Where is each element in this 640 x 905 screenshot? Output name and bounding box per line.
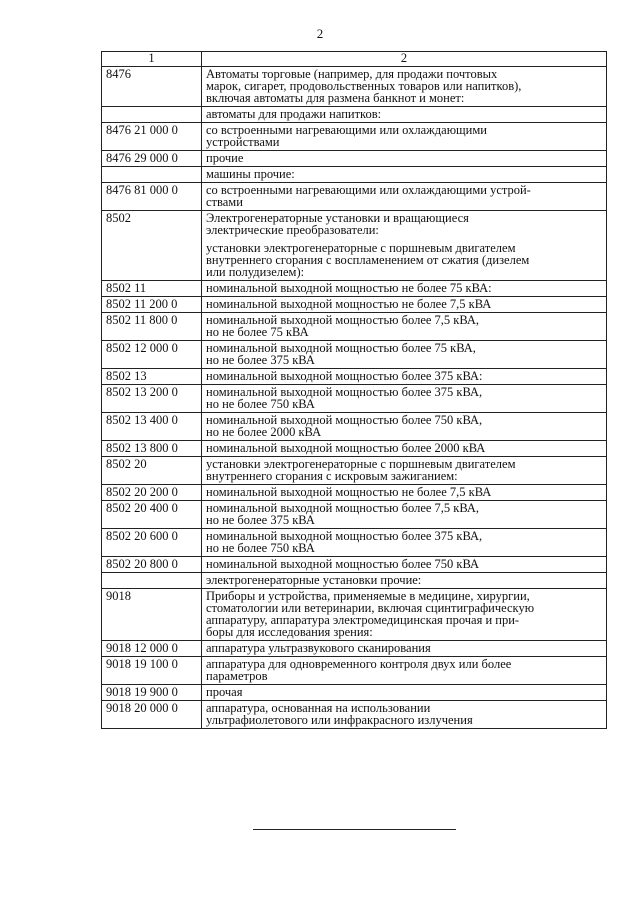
description-line: со встроенными нагревающими или охлаждающими устрой- bbox=[206, 183, 531, 197]
code-cell: 8502 bbox=[102, 211, 202, 281]
description-line: ультрафиолетового или инфракрасного излучения bbox=[206, 713, 473, 727]
description-cell bbox=[202, 501, 607, 529]
description-cell bbox=[202, 641, 607, 657]
description-line: боры для исследования зрения: bbox=[206, 625, 373, 639]
description-cell bbox=[202, 107, 607, 123]
description-cell bbox=[202, 441, 607, 457]
description-line: включая автоматы для размена банкнот и монет: bbox=[206, 91, 465, 105]
table-row bbox=[102, 369, 607, 385]
description-line: номинальной выходной мощностью не более 7,5 кВА bbox=[206, 485, 492, 499]
description-line: номинальной выходной мощностью более 7,5 кВА, bbox=[206, 501, 480, 515]
code-cell: 9018 19 100 0 bbox=[102, 657, 202, 685]
description-line: стоматологии или ветеринарии, включая сцинтиграфическую bbox=[206, 601, 535, 615]
table-row bbox=[102, 701, 607, 729]
description-line: но не более 2000 кВА bbox=[206, 425, 322, 439]
code-cell: 9018 12 000 0 bbox=[102, 641, 202, 657]
code-cell: 8476 bbox=[102, 67, 202, 107]
description-line: Автоматы торговые (например, для продажи почтовых bbox=[206, 67, 498, 81]
description-line: но не более 375 кВА bbox=[206, 513, 315, 527]
description-line: но не более 750 кВА bbox=[206, 397, 315, 411]
code-cell: 8502 13 bbox=[102, 369, 202, 385]
closing-rule bbox=[253, 829, 456, 830]
code-cell: 8502 13 200 0 bbox=[102, 385, 202, 413]
code-cell bbox=[102, 167, 202, 183]
table-row bbox=[102, 385, 607, 413]
description-cell bbox=[202, 529, 607, 557]
description-cell bbox=[202, 685, 607, 701]
table-row bbox=[102, 589, 607, 641]
description-line: аппаратура для одновременного контроля двух или более bbox=[206, 657, 512, 671]
table-row bbox=[102, 685, 607, 701]
description-line: прочая bbox=[206, 685, 243, 699]
description-line: устройствами bbox=[206, 135, 280, 149]
description-line: внутреннего сгорания с воспламенением от сжатия (дизелем bbox=[206, 253, 530, 267]
description-line: аппаратура ультразвукового сканирования bbox=[206, 641, 431, 655]
code-cell: 8502 11 800 0 bbox=[102, 313, 202, 341]
description-line: но не более 375 кВА bbox=[206, 353, 315, 367]
description-line: но не более 750 кВА bbox=[206, 541, 315, 555]
table-row bbox=[102, 485, 607, 501]
code-cell: 8476 29 000 0 bbox=[102, 151, 202, 167]
description-cell bbox=[202, 385, 607, 413]
code-cell: 8502 20 400 0 bbox=[102, 501, 202, 529]
code-cell: 8502 12 000 0 bbox=[102, 341, 202, 369]
description-cell bbox=[202, 657, 607, 685]
table-row bbox=[102, 211, 607, 281]
table-row bbox=[102, 413, 607, 441]
description-line: номинальной выходной мощностью более 750 кВА bbox=[206, 557, 480, 571]
description-line: электрогенераторные установки прочие: bbox=[206, 573, 422, 587]
description-cell bbox=[202, 557, 607, 573]
code-cell: 8476 81 000 0 bbox=[102, 183, 202, 211]
description-line: номинальной выходной мощностью более 75 кВА, bbox=[206, 341, 476, 355]
description-line: Электрогенераторные установки и вращающиеся bbox=[206, 211, 469, 225]
description-cell bbox=[202, 369, 607, 385]
description-line: но не более 75 кВА bbox=[206, 325, 309, 339]
description-cell bbox=[202, 589, 607, 641]
table-row bbox=[102, 573, 607, 589]
description-cell bbox=[202, 67, 607, 107]
code-cell: 8476 21 000 0 bbox=[102, 123, 202, 151]
description-line: номинальной выходной мощностью более 7,5 кВА, bbox=[206, 313, 480, 327]
code-cell: 8502 13 800 0 bbox=[102, 441, 202, 457]
code-cell: 8502 13 400 0 bbox=[102, 413, 202, 441]
table-row bbox=[102, 151, 607, 167]
table-row bbox=[102, 167, 607, 183]
code-cell: 8502 20 200 0 bbox=[102, 485, 202, 501]
table-row bbox=[102, 529, 607, 557]
table-row bbox=[102, 501, 607, 529]
table-row bbox=[102, 441, 607, 457]
code-cell: 8502 11 bbox=[102, 281, 202, 297]
description-cell bbox=[202, 297, 607, 313]
description-line: электрические преобразователи: bbox=[206, 223, 379, 237]
description-cell bbox=[202, 573, 607, 589]
description-line: номинальной выходной мощностью более 375 кВА: bbox=[206, 369, 483, 383]
code-cell: 9018 20 000 0 bbox=[102, 701, 202, 729]
description-line: внутреннего сгорания с искровым зажиганием: bbox=[206, 469, 458, 483]
table-row bbox=[102, 67, 607, 107]
page-number: 2 bbox=[316, 26, 324, 41]
code-cell: 8502 20 600 0 bbox=[102, 529, 202, 557]
description-cell bbox=[202, 313, 607, 341]
description-line: номинальной выходной мощностью не более 7,5 кВА bbox=[206, 297, 492, 311]
table-row bbox=[102, 641, 607, 657]
table-header-row bbox=[102, 52, 607, 67]
description-line: автоматы для продажи напитков: bbox=[206, 107, 382, 121]
description-line: установки электрогенераторные с поршневым двигателем bbox=[206, 457, 516, 471]
code-cell bbox=[102, 573, 202, 589]
table-row bbox=[102, 657, 607, 685]
description-line: Приборы и устройства, применяемые в медицине, хирургии, bbox=[206, 589, 530, 603]
description-cell bbox=[202, 281, 607, 297]
description-line: или полудизелем): bbox=[206, 265, 305, 279]
description-line: машины прочие: bbox=[206, 167, 295, 181]
description-cell bbox=[202, 151, 607, 167]
code-cell: 8502 20 800 0 bbox=[102, 557, 202, 573]
table-row bbox=[102, 183, 607, 211]
description-line: номинальной выходной мощностью более 750 кВА, bbox=[206, 413, 483, 427]
description-cell bbox=[202, 183, 607, 211]
description-cell bbox=[202, 341, 607, 369]
description-cell bbox=[202, 123, 607, 151]
table-row bbox=[102, 281, 607, 297]
description-line: со встроенными нагревающими или охлаждающими bbox=[206, 123, 487, 137]
description-line: марок, сигарет, продовольственных товаров или напитков), bbox=[206, 79, 522, 93]
description-line: номинальной выходной мощностью более 375 кВА, bbox=[206, 529, 483, 543]
code-cell: 9018 19 900 0 bbox=[102, 685, 202, 701]
description-line: аппаратура, основанная на использовании bbox=[206, 701, 431, 715]
code-cell: 9018 bbox=[102, 589, 202, 641]
description-cell bbox=[202, 211, 607, 281]
description-line: установки электрогенераторные с поршневым двигателем bbox=[206, 241, 516, 255]
description-line: номинальной выходной мощностью более 375 кВА, bbox=[206, 385, 483, 399]
code-cell: 8502 20 bbox=[102, 457, 202, 485]
tariff-code-table bbox=[101, 51, 607, 729]
description-line: номинальной выходной мощностью не более 75 кВА: bbox=[206, 281, 492, 295]
table-row bbox=[102, 297, 607, 313]
description-cell bbox=[202, 701, 607, 729]
description-line: номинальной выходной мощностью более 2000 кВА bbox=[206, 441, 486, 455]
description-cell bbox=[202, 485, 607, 501]
table-row bbox=[102, 313, 607, 341]
table-body bbox=[102, 67, 607, 729]
description-cell bbox=[202, 167, 607, 183]
column-header-2: 2 bbox=[202, 52, 607, 67]
description-cell bbox=[202, 413, 607, 441]
table-row bbox=[102, 107, 607, 123]
description-cell bbox=[202, 457, 607, 485]
code-cell: 8502 11 200 0 bbox=[102, 297, 202, 313]
table-row bbox=[102, 341, 607, 369]
table-row bbox=[102, 123, 607, 151]
column-header-1: 1 bbox=[102, 52, 202, 67]
code-cell bbox=[102, 107, 202, 123]
description-line: аппаратуру, аппаратура электромедицинская прочая и при- bbox=[206, 613, 520, 627]
description-line: ствами bbox=[206, 195, 243, 209]
table-row bbox=[102, 457, 607, 485]
description-line: параметров bbox=[206, 669, 268, 683]
table-row bbox=[102, 557, 607, 573]
description-line: прочие bbox=[206, 151, 244, 165]
